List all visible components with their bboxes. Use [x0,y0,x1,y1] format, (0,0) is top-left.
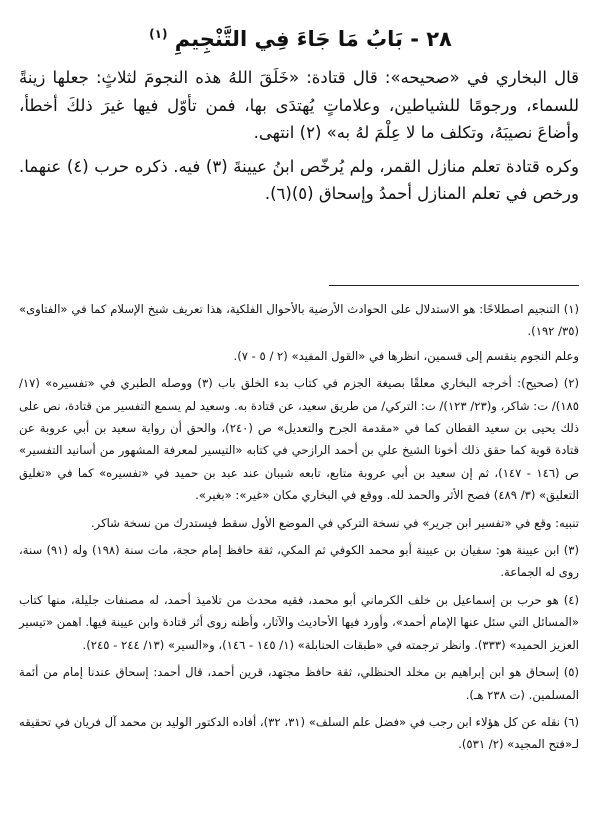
footnote: (٣) ابن عيينة هو: سفيان بن عيينة أبو محمد الكوفي ثم المكي، ثقة حافظ إمام حجة، مات سنة (١٩٨) وله (٩١) سنة، روى له الجماعة. [19,543,579,580]
chapter-title-text: ٢٨ - بَابُ مَا جَاءَ فِي التَّنْجِيمِ [174,27,452,51]
main-paragraph: قال البخاري في «صحيحه»: قال قتادة: «خَلَقَ اللهُ هذه النجومَ لثلاثٍ: جعلها زينةً للسماء، ورجومًا للشياطين، وعلاماتٍ يُهتدَى بها، فمن تأوّل فيها غيرَ ذلكَ أخطأ، وأضاعَ نصيبَهُ، وتكلف ما لا عِلْمَ لهُ به» (٢) انتهى. [19,68,579,142]
footnote: (٤) هو حرب بن إسماعيل بن خلف الكرماني أبو محمد، فقيه محدث من تلاميذ أحمد، له مصنفات جليلة، منها كتاب «المسائل التي سئل عنها الإمام أحمد»، وأورد فيها الأحاديث والآثار، وأظنه روى أثر قتادة وابن عيينة فيها. اهمن «تيسير العزيز الحميد» (٣٣٣). وانظر ترجمته في «طبقات الحنابلة» (١/ ١٤٥ - ١٤٦)، و«السير» (١٣/ ٢٤٤ - ٢٤٥). [19,592,579,652]
footnote-ref: (١) [149,27,168,41]
chapter-title [0,20,601,53]
footnote: تنبيه: وقع في «تفسير ابن جرير» في نسخة التركي في الموضع الأول سقط فيستدرك من نسخة شاكر. [91,515,579,530]
footnote: (٥) إسحاق هو ابن إبراهيم بن مخلد الحنظلي، ثقة حافظ مجتهد، قرين أحمد، قال أحمد: إسحاق عندنا إمام من أئمة المسلمين. (ت ٢٣٨ هـ). [19,665,579,702]
footnote: (٢) (صحيح): أخرجه البخاري معلقًا بصيغة الجزم في كتاب بدء الخلق باب (٣) ووصله الطبري في «تفسيره» (١٧/ ١٨٥)/ ت: شاكر، و(٢٣/ ١٢٣)/ ت: التركي/ من طريق سعيد، عن قتادة به. وسعيد لم يسمع التفسير من قتادة، نص على ذلك يحيى بن سعيد القطان كما في «مقدمة الجرح والتعديل» ص (٢٤٠)، والحق أن رواية سعيد بن أبي عروبة عن قتادة قوية كما حقق ذلك أخونا الشيخ علي بن أحمد الرازحي في كتابه «التيسير لمعرفة المشهور من أسانيد التفسير» ص (١٤٦ - ١٤٧)، ثم إن سعيد بن أبي عروبة متابع، تابعه شيبان عند عبد بن حميد في «تفسيره» كما في «تغليق التعليق» (٣/ ٤٨٩) فصح الأثر والحمد لله. ووقع في البخاري مكان «غير»: «بغير». [19,376,580,503]
footnotes [19,298,579,761]
footnote-divider [329,285,579,286]
main-paragraph: وكره قتادة تعلم منازل القمر، ولم يُرخّص ابنُ عيينةَ (٣) فيه. ذكره حرب (٤) عنهما. ورخص في تعلم المنازل أحمدُ وإسحاق (٥)(٦). [19,156,579,203]
footnote: (١) التنجيم اصطلاحًا: هو الاستدلال على الحوادث الأرضية بالأحوال الفلكية، هذا تعريف شيخ الإسلام كما في «الفتاوى» (٣٥/ ١٩٢). [19,302,579,339]
main-text [19,64,579,214]
footnote: (٦) نقله عن كل هؤلاء ابن رجب في «فضل علم السلف» (٣١، ٣٢)، أفاده الدكتور الوليد بن محمد آل فريان في تحقيقه لـ«فتح المجيد» (٢/ ٥٣١). [19,714,579,752]
footnote: وعلم النجوم ينقسم إلى قسمين، انظرها في «القول المفيد» (٢ / ٥ - ٧). [233,348,579,363]
